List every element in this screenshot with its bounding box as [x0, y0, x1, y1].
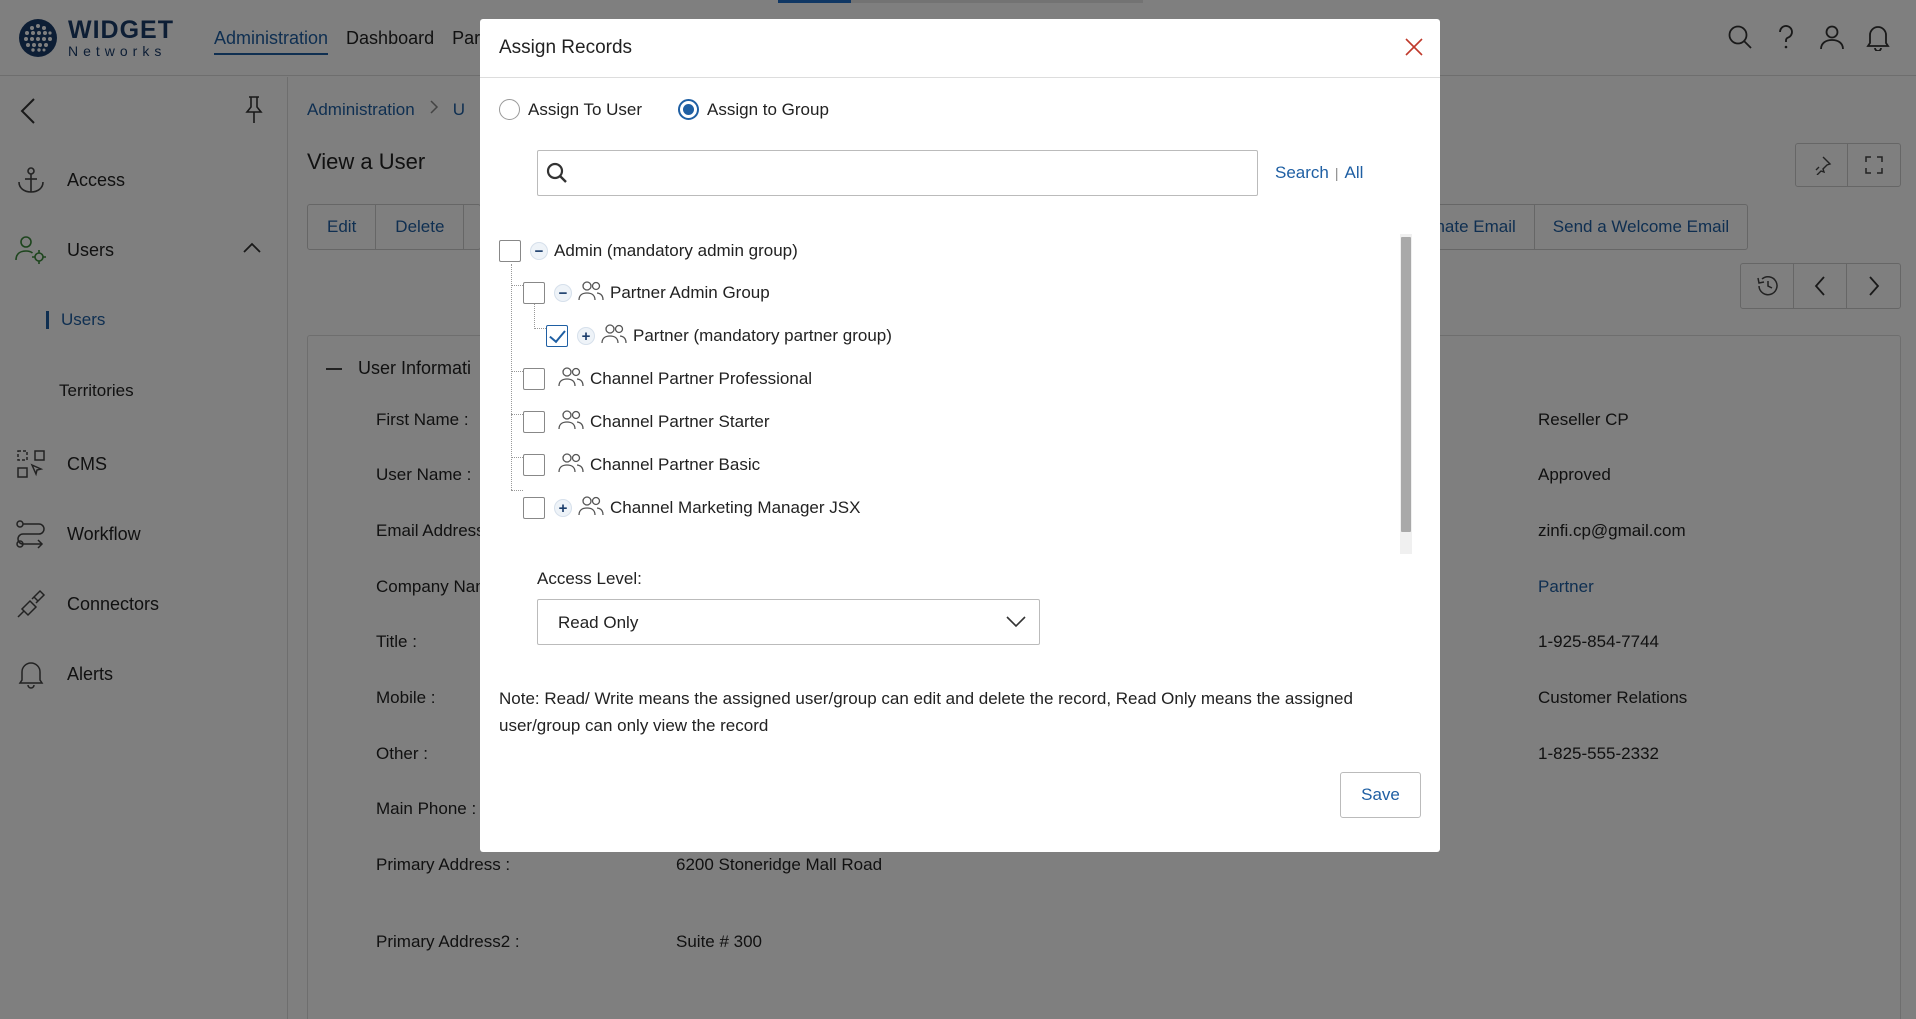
tree-node-checkbox[interactable] — [523, 497, 545, 519]
tree-node-label[interactable]: Channel Partner Basic — [590, 455, 761, 474]
expand-node-icon[interactable]: + — [577, 327, 595, 345]
tree-connector — [511, 285, 523, 286]
tree-connector — [511, 371, 523, 372]
group-search-box — [537, 150, 1258, 196]
tree-node — [523, 279, 770, 307]
tree-node — [499, 237, 798, 265]
tree-node — [546, 322, 892, 350]
assign-records-modal — [480, 19, 1440, 852]
access-level-value: Read Only — [558, 613, 639, 632]
group-search-input[interactable] — [578, 157, 1248, 189]
tree-node-checkbox[interactable] — [546, 325, 568, 347]
tree-node — [523, 494, 860, 522]
group-tree — [480, 234, 1420, 564]
modal-header — [480, 19, 1440, 78]
collapse-node-icon[interactable]: − — [554, 284, 572, 302]
search-link[interactable]: Search — [1275, 163, 1329, 182]
tree-node-label[interactable]: Channel Marketing Manager JSX — [610, 498, 861, 517]
tree-connector — [511, 414, 523, 415]
group-icon — [558, 366, 584, 393]
tree-node-label[interactable]: Channel Partner Starter — [590, 412, 770, 431]
tree-node-checkbox[interactable] — [523, 282, 545, 304]
group-icon — [601, 323, 627, 350]
tree-node-checkbox[interactable] — [499, 240, 521, 262]
assign-to-user-radio[interactable] — [499, 99, 520, 120]
tree-node-checkbox[interactable] — [523, 454, 545, 476]
chevron-down-icon — [1005, 615, 1027, 634]
assign-to-group-radio[interactable] — [678, 99, 699, 120]
group-icon — [578, 280, 604, 307]
tree-node-label[interactable]: Partner Admin Group — [610, 283, 770, 302]
modal-title: Assign Records — [499, 37, 633, 58]
tree-node-label[interactable]: Admin (mandatory admin group) — [554, 241, 798, 260]
assign-to-group-label[interactable]: Assign to Group — [707, 99, 829, 119]
tree-node — [523, 408, 770, 436]
search-icon — [546, 162, 568, 189]
tree-connector — [511, 490, 523, 491]
tree-node — [523, 365, 812, 393]
expand-node-icon[interactable]: + — [554, 499, 572, 517]
tree-node-label[interactable]: Channel Partner Professional — [590, 369, 813, 388]
save-button[interactable]: Save — [1340, 772, 1421, 818]
access-level-label: Access Level: — [537, 569, 642, 588]
search-links — [1275, 163, 1363, 183]
collapse-node-icon[interactable]: − — [530, 242, 548, 260]
tree-connector — [511, 457, 523, 458]
group-icon — [578, 495, 604, 522]
tree-scrollbar-thumb[interactable] — [1401, 237, 1411, 532]
close-icon[interactable] — [1404, 37, 1424, 62]
group-icon — [558, 452, 584, 479]
tree-node-checkbox[interactable] — [523, 368, 545, 390]
tree-node — [523, 451, 760, 479]
all-link[interactable]: All — [1344, 163, 1364, 182]
tree-connector — [534, 328, 546, 329]
assign-to-user-label[interactable]: Assign To User — [528, 99, 643, 119]
access-level-select[interactable] — [537, 599, 1040, 645]
tree-node-checkbox[interactable] — [523, 411, 545, 433]
assign-type-radios — [499, 99, 865, 120]
group-icon — [558, 409, 584, 436]
access-note: Note: Read/ Write means the assigned user/group can edit and delete the record, Read Only means the assigned user/group can only view the record — [499, 689, 1353, 735]
tree-node-label[interactable]: Partner (mandatory partner group) — [633, 326, 892, 345]
divider: | — [1334, 165, 1339, 181]
